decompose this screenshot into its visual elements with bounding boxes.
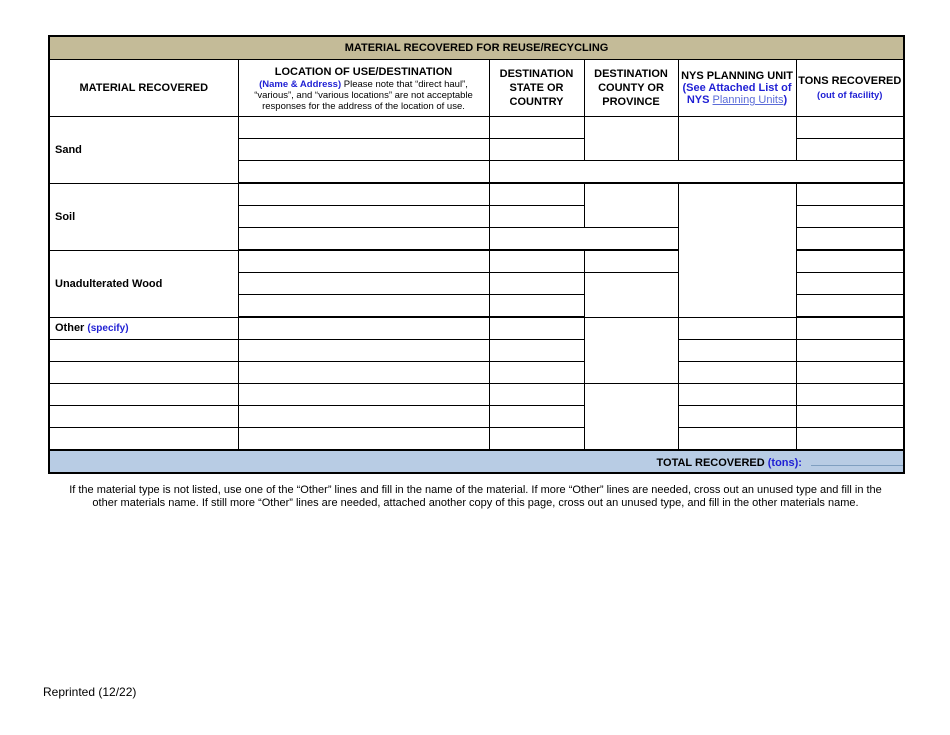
wood-location-input-1[interactable] — [238, 250, 489, 273]
other-material-input-2[interactable] — [49, 340, 238, 362]
reprint-date: Reprinted (12/22) — [43, 685, 137, 699]
wood-tons-input-1[interactable] — [796, 250, 904, 273]
header-location-title: LOCATION OF USE/DESTINATION — [274, 65, 453, 78]
header-tons-recovered — [796, 60, 904, 117]
wood-tons-input-2[interactable] — [796, 273, 904, 295]
other-state-input-4[interactable] — [489, 384, 584, 406]
other-location-input-6[interactable] — [238, 428, 489, 451]
soil-tons-input-2[interactable] — [796, 206, 904, 228]
other-tons-input-3[interactable] — [796, 362, 904, 384]
other-location-input-5[interactable] — [238, 406, 489, 428]
header-location-note — [239, 79, 489, 112]
sand-tons-input-3[interactable] — [678, 161, 904, 184]
other-tons-input-4[interactable] — [796, 384, 904, 406]
other-county-input-2[interactable] — [584, 384, 678, 451]
header-nys-note — [683, 82, 792, 106]
other-state-input-5[interactable] — [489, 406, 584, 428]
header-destination-state: DESTINATION STATE OR COUNTRY — [489, 60, 584, 117]
sand-state-input-3[interactable] — [489, 161, 678, 184]
other-tons-input-6[interactable] — [796, 428, 904, 451]
other-location-input-2[interactable] — [238, 340, 489, 362]
soil-location-input-3[interactable] — [238, 228, 489, 251]
total-recovered-row — [49, 450, 904, 473]
other-planning-unit-input-1[interactable] — [678, 317, 796, 340]
wood-state-input-2[interactable] — [489, 273, 584, 295]
header-location-note-text: Please note that “direct haul”, “various”, and “various locations” are not acceptable responses for the address of the location of use. — [254, 78, 473, 112]
other-planning-unit-input-2[interactable] — [678, 340, 796, 362]
material-wood: Unadulterated Wood — [49, 250, 238, 317]
wood-state-input-3[interactable] — [489, 295, 584, 318]
other-state-input-3[interactable] — [489, 362, 584, 384]
other-location-input-1[interactable] — [238, 317, 489, 340]
sand-location-input-1[interactable] — [238, 117, 489, 139]
sand-location-input-3[interactable] — [238, 161, 489, 184]
wood-location-input-2[interactable] — [238, 273, 489, 295]
other-material-input-6[interactable] — [49, 428, 238, 451]
soil-state-input-2[interactable] — [489, 206, 584, 228]
table-title: MATERIAL RECOVERED FOR REUSE/RECYCLING — [49, 36, 904, 60]
sand-state-input-1[interactable] — [489, 117, 584, 139]
wood-county-input-1[interactable] — [584, 250, 678, 273]
sand-county-input[interactable] — [584, 117, 678, 161]
other-tons-input-1[interactable] — [796, 317, 904, 340]
instructions-text: If the material type is not listed, use one of the “Other” lines and fill in the name of the material. If more “Other” lines are needed, cross out an unused type and fill in the other materials name. If still more “Other” lines are needed, attached another copy of this page, cross out an unused type, and fill in the other materials name. — [69, 484, 882, 509]
header-tons-title: TONS RECOVERED — [798, 74, 902, 87]
sand-tons-input-1[interactable] — [796, 117, 904, 139]
header-name-address: (Name & Address) — [259, 78, 342, 90]
other-planning-unit-input-3[interactable] — [678, 362, 796, 384]
header-nys-see-attached: (See Attached List of NYS — [682, 82, 792, 106]
wood-planning-unit-input[interactable] — [678, 250, 796, 317]
material-other[interactable] — [49, 317, 238, 340]
soil-state-input-3[interactable] — [489, 228, 678, 251]
soil-state-input-1[interactable] — [489, 183, 584, 206]
other-material-input-5[interactable] — [49, 406, 238, 428]
header-material: MATERIAL RECOVERED — [49, 60, 238, 117]
other-planning-unit-input-6[interactable] — [678, 428, 796, 451]
other-state-input-2[interactable] — [489, 340, 584, 362]
material-other-specify: (specify) — [87, 323, 129, 335]
soil-county-input[interactable] — [584, 183, 678, 228]
header-tons-sub: (out of facility) — [817, 89, 883, 101]
other-material-input-3[interactable] — [49, 362, 238, 384]
other-state-input-1[interactable] — [489, 317, 584, 340]
total-recovered-label: TOTAL RECOVERED — [656, 457, 765, 469]
sand-location-input-2[interactable] — [238, 139, 489, 161]
header-location — [238, 60, 489, 117]
material-recovered-table — [48, 35, 905, 474]
other-planning-unit-input-4[interactable] — [678, 384, 796, 406]
wood-location-input-3[interactable] — [238, 295, 489, 318]
total-recovered-input[interactable] — [811, 454, 903, 466]
other-location-input-3[interactable] — [238, 362, 489, 384]
soil-tons-input-1[interactable] — [796, 183, 904, 206]
wood-county-input-2[interactable] — [584, 273, 678, 318]
other-state-input-6[interactable] — [489, 428, 584, 451]
header-nys-close: ) — [783, 94, 788, 106]
sand-state-input-2[interactable] — [489, 139, 584, 161]
other-material-input-4[interactable] — [49, 384, 238, 406]
header-destination-county: DESTINATION COUNTY OR PROVINCE — [584, 60, 678, 117]
wood-tons-input-3[interactable] — [796, 295, 904, 318]
planning-units-link[interactable]: Planning Units — [712, 94, 784, 106]
soil-tons-input-3[interactable] — [796, 228, 904, 251]
material-other-label: Other — [55, 322, 85, 335]
material-sand: Sand — [49, 117, 238, 184]
sand-planning-unit-input[interactable] — [678, 117, 796, 161]
wood-state-input-1[interactable] — [489, 250, 584, 273]
other-county-input-1[interactable] — [584, 317, 678, 384]
soil-planning-unit-input[interactable] — [678, 183, 796, 250]
other-tons-input-5[interactable] — [796, 406, 904, 428]
other-tons-input-2[interactable] — [796, 340, 904, 362]
header-nys-planning-unit — [678, 60, 796, 117]
material-soil: Soil — [49, 183, 238, 250]
other-planning-unit-input-5[interactable] — [678, 406, 796, 428]
soil-location-input-2[interactable] — [238, 206, 489, 228]
soil-location-input-1[interactable] — [238, 183, 489, 206]
header-nys-title: NYS PLANNING UNIT — [681, 70, 793, 82]
other-location-input-4[interactable] — [238, 384, 489, 406]
total-recovered-unit: (tons): — [767, 457, 802, 469]
sand-tons-input-2[interactable] — [796, 139, 904, 161]
